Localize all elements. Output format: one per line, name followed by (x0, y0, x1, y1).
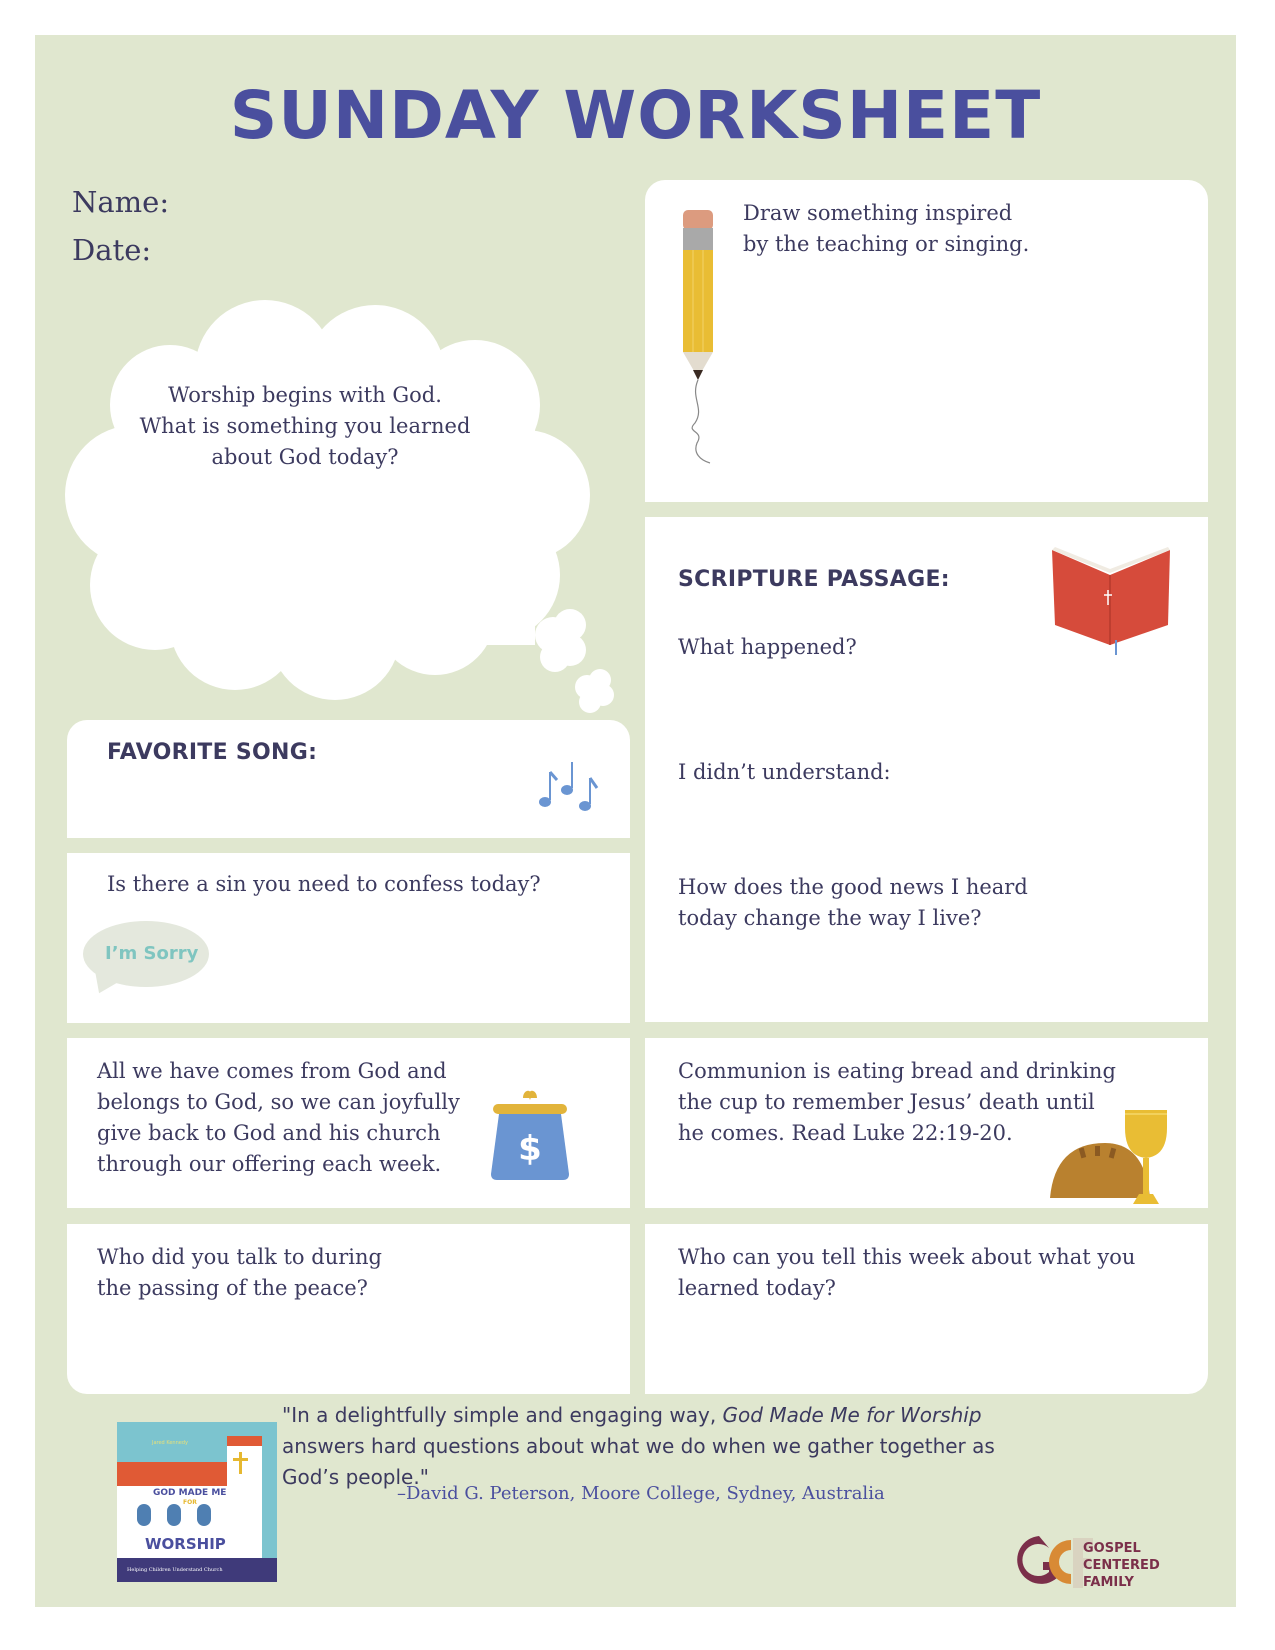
bread-and-cup-icon (1045, 1108, 1175, 1208)
date-label: Date: (72, 233, 152, 267)
svg-text:$: $ (518, 1129, 542, 1169)
scripture-card[interactable] (645, 517, 1208, 1022)
offering-card[interactable] (67, 1038, 630, 1208)
music-notes-icon (537, 760, 607, 815)
book-cover-image: GOD MADE ME FOR WORSHIP Helping Children Understand Church Jared Kennedy (117, 1422, 277, 1582)
worksheet-page (35, 35, 1236, 1607)
didnt-understand-question: I didn’t understand: (678, 760, 891, 784)
im-sorry-label: I’m Sorry (105, 943, 199, 964)
quote-attribution: –David G. Peterson, Moore College, Sydney, Australia (397, 1483, 885, 1504)
name-label: Name: (72, 185, 170, 219)
what-happened-question: What happened? (678, 635, 857, 659)
communion-text: Communion is eating bread and drinking the cup to remember Jesus’ death until he comes. Read Luke 22:19-20. (678, 1059, 1116, 1145)
thought-cloud-icon (55, 295, 655, 725)
page-title: SUNDAY WORKSHEET (229, 77, 1042, 154)
book-quote: "In a delightfully simple and engaging way, God Made Me for Worship answers hard questions about what we do when we gather together as God’s people." (282, 1403, 995, 1489)
confess-question: Is there a sin you need to confess today? (107, 872, 541, 896)
cloud-prompt: Worship begins with God. What is something you learned about God today? (139, 383, 471, 469)
church-illustration-icon (117, 1422, 277, 1582)
confess-card[interactable] (67, 853, 630, 1023)
gcf-logo-icon (1013, 1532, 1093, 1592)
pencil-icon (675, 208, 725, 468)
draw-prompt: Draw something inspired by the teaching or singing. (743, 201, 1030, 256)
offering-bag-icon (485, 1088, 575, 1183)
gcf-logo-text: GOSPEL CENTERED FAMILY (1083, 1541, 1160, 1590)
peace-question: Who did you talk to during the passing of the peace? (97, 1245, 382, 1300)
good-news-question: How does the good news I heard today change the way I live? (678, 875, 1028, 930)
communion-card[interactable] (645, 1038, 1208, 1208)
favorite-song-card[interactable] (67, 720, 630, 838)
bible-icon (1050, 545, 1175, 655)
favorite-song-heading: FAVORITE SONG: (107, 740, 318, 765)
draw-card[interactable] (645, 180, 1208, 502)
tell-card[interactable] (645, 1224, 1208, 1394)
tell-question: Who can you tell this week about what you learned today? (678, 1245, 1136, 1300)
peace-card[interactable] (67, 1224, 630, 1394)
scripture-heading: SCRIPTURE PASSAGE: (678, 567, 950, 592)
offering-text: All we have comes from God and belongs to God, so we can joyfully give back to God and his church through our offering each week. (97, 1059, 460, 1176)
